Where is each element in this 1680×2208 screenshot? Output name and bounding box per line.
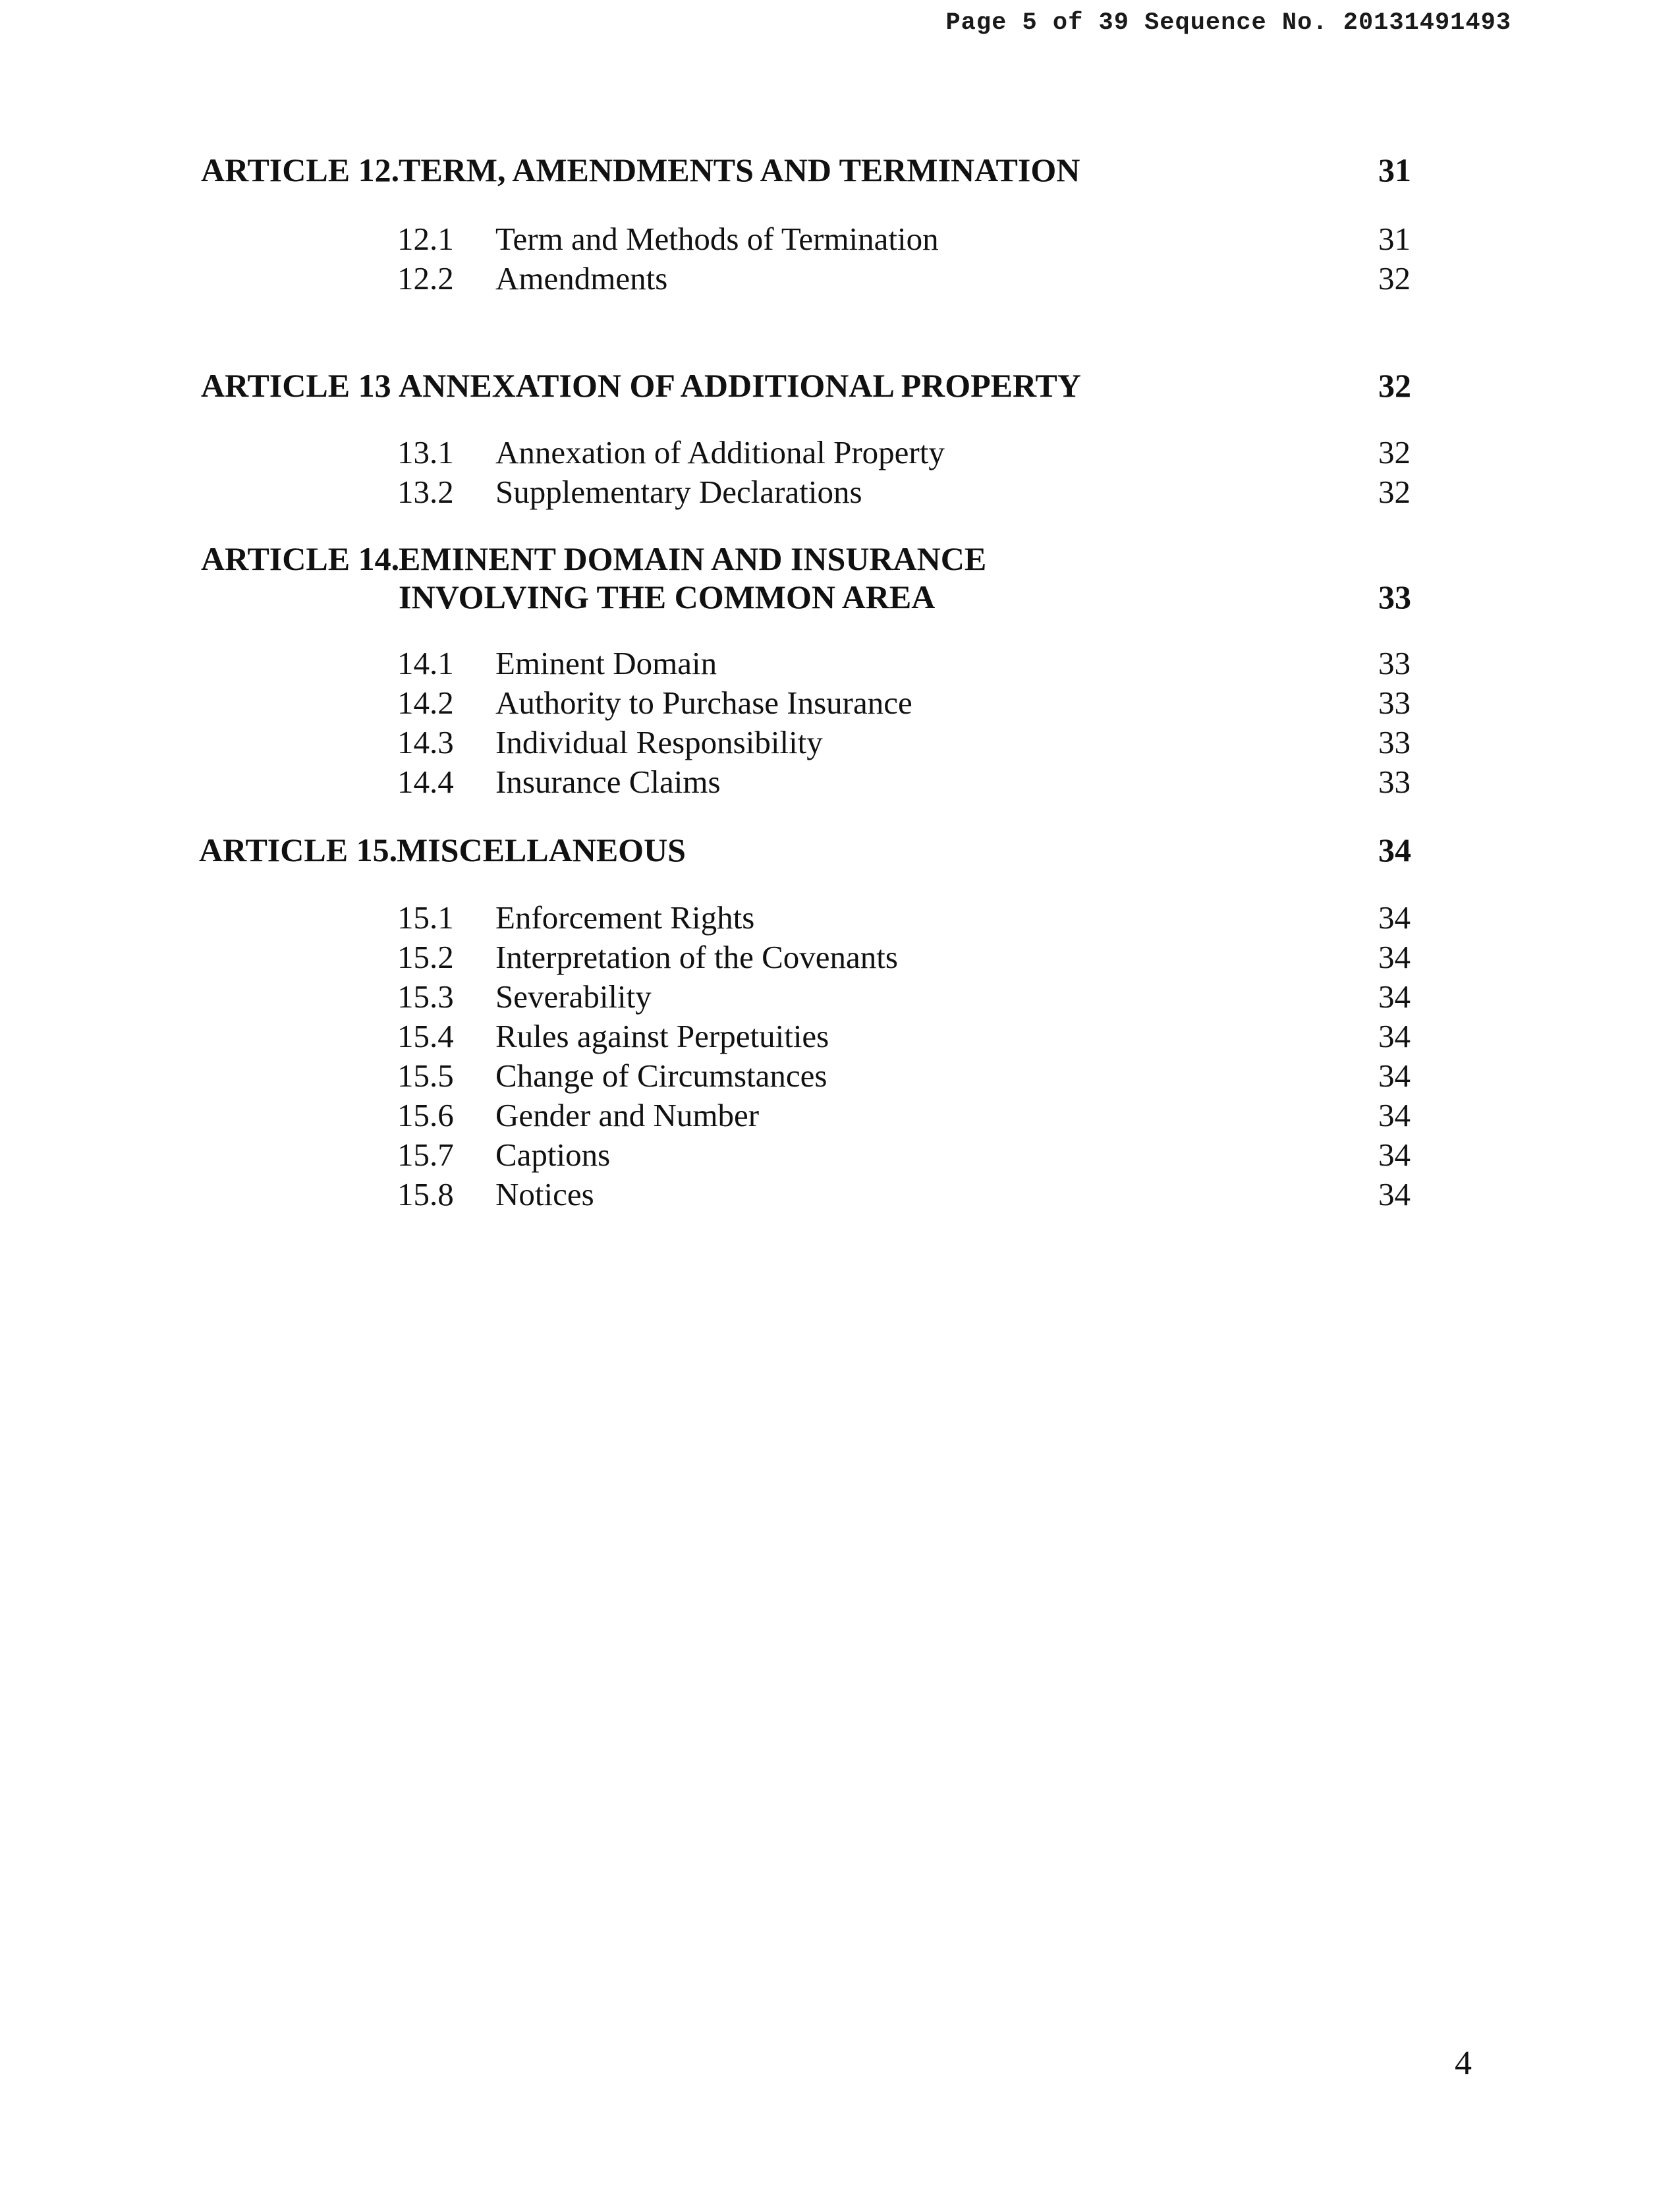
- section-page-number: 34: [1378, 939, 1411, 975]
- article-title: TERM, AMENDMENTS AND TERMINATION: [399, 152, 1080, 188]
- section-page-number: 33: [1378, 685, 1411, 721]
- section-number: 15.3: [397, 978, 454, 1015]
- article-page-number: 33: [1378, 579, 1411, 615]
- section-page-number: 33: [1378, 645, 1411, 681]
- section-page-number: 31: [1378, 221, 1411, 257]
- section-page-number: 34: [1378, 1137, 1411, 1173]
- section-page-number: 33: [1378, 764, 1411, 800]
- article-page-number: 34: [1378, 832, 1411, 868]
- section-number: 13.1: [397, 434, 454, 470]
- section-number: 15.5: [397, 1058, 454, 1094]
- article-page-number: 31: [1378, 152, 1411, 188]
- article-label: ARTICLE 12.: [201, 152, 400, 188]
- section-page-number: 34: [1378, 899, 1411, 936]
- section-title: Enforcement Rights: [495, 899, 755, 936]
- section-title: Interpretation of the Covenants: [495, 939, 898, 975]
- section-number: 15.8: [397, 1176, 454, 1212]
- article-page-number: 32: [1378, 367, 1411, 404]
- section-number: 13.2: [397, 474, 454, 510]
- section-page-number: 34: [1378, 1058, 1411, 1094]
- section-page-number: 34: [1378, 1018, 1411, 1054]
- section-number: 12.2: [397, 260, 454, 297]
- section-page-number: 32: [1378, 260, 1411, 297]
- article-label: ARTICLE 13: [201, 367, 391, 404]
- page-number: 4: [1455, 2045, 1472, 2082]
- section-number: 15.6: [397, 1097, 454, 1133]
- article-title-line: INVOLVING THE COMMON AREA: [399, 579, 936, 615]
- section-title: Insurance Claims: [495, 764, 721, 800]
- section-page-number: 34: [1378, 978, 1411, 1015]
- article-title-line: EMINENT DOMAIN AND INSURANCE: [399, 540, 987, 577]
- section-title: Eminent Domain: [495, 645, 717, 681]
- article-title: MISCELLANEOUS: [397, 832, 686, 868]
- section-title: Captions: [495, 1137, 611, 1173]
- article-label: ARTICLE 14.: [201, 540, 400, 577]
- section-page-number: 33: [1378, 724, 1411, 760]
- section-title: Gender and Number: [495, 1097, 760, 1133]
- section-number: 15.4: [397, 1018, 454, 1054]
- article-label: ARTICLE 15.: [199, 832, 398, 868]
- filing-header: Page 5 of 39 Sequence No. 20131491493: [945, 9, 1511, 37]
- section-number: 14.3: [397, 724, 454, 760]
- section-title: Notices: [495, 1176, 594, 1212]
- section-title: Annexation of Additional Property: [495, 434, 945, 470]
- section-page-number: 34: [1378, 1176, 1411, 1212]
- section-number: 14.4: [397, 764, 454, 800]
- section-number: 15.1: [397, 899, 454, 936]
- section-title: Severability: [495, 978, 652, 1015]
- section-number: 14.1: [397, 645, 454, 681]
- section-title: Amendments: [495, 260, 668, 297]
- section-number: 15.7: [397, 1137, 454, 1173]
- section-title: Authority to Purchase Insurance: [495, 685, 912, 721]
- article-title: ANNEXATION OF ADDITIONAL PROPERTY: [399, 367, 1081, 404]
- section-title: Rules against Perpetuities: [495, 1018, 829, 1054]
- section-title: Term and Methods of Termination: [495, 221, 939, 257]
- section-page-number: 32: [1378, 474, 1411, 510]
- section-number: 15.2: [397, 939, 454, 975]
- section-title: Change of Circumstances: [495, 1058, 827, 1094]
- section-number: 14.2: [397, 685, 454, 721]
- section-number: 12.1: [397, 221, 454, 257]
- section-page-number: 32: [1378, 434, 1411, 470]
- section-page-number: 34: [1378, 1097, 1411, 1133]
- section-title: Individual Responsibility: [495, 724, 823, 760]
- section-title: Supplementary Declarations: [495, 474, 862, 510]
